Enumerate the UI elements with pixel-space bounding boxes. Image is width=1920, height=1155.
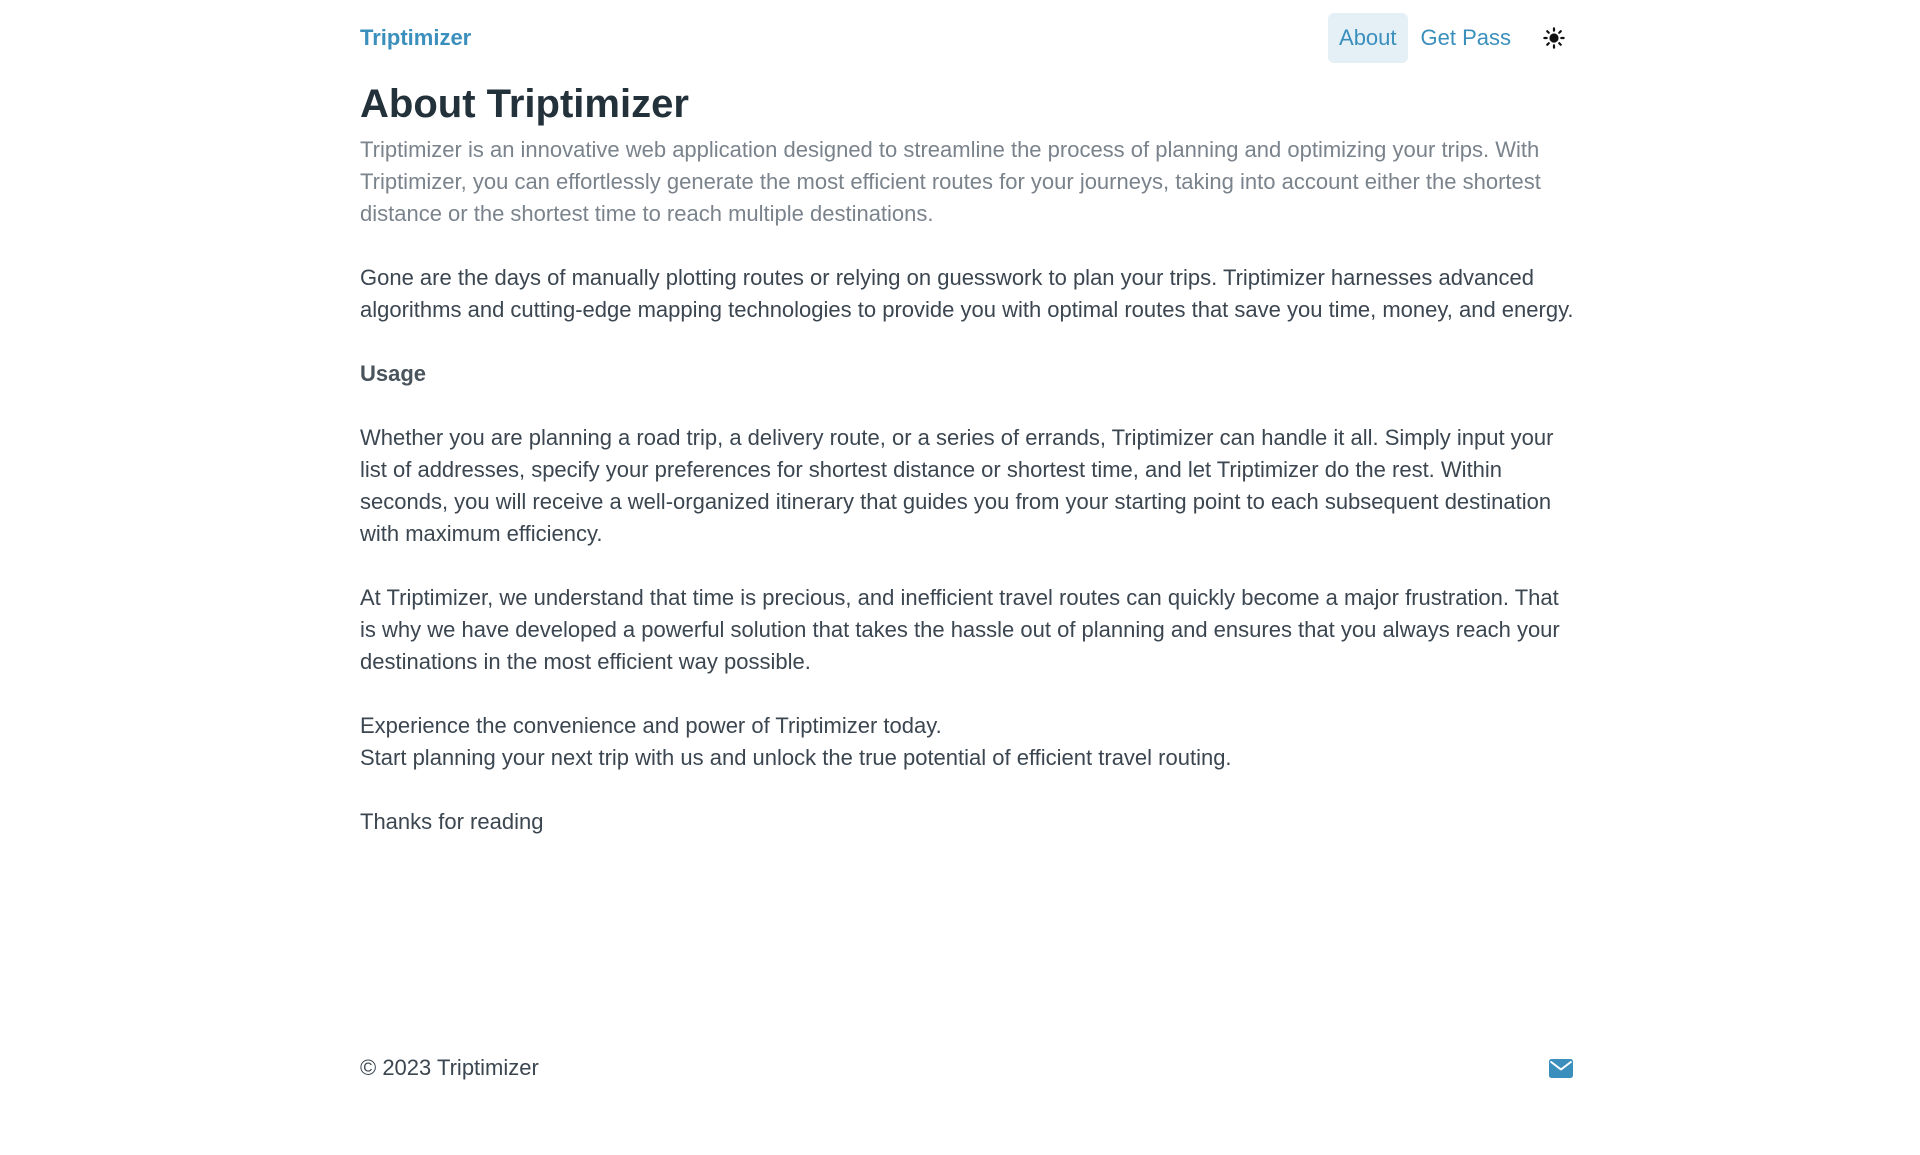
copyright-text: © 2023 Triptimizer [360,1055,539,1080]
brand-link[interactable]: Triptimizer [360,25,472,50]
nav-about-link[interactable]: About [1328,13,1408,63]
nav-get-pass-link[interactable]: Get Pass [1420,25,1511,50]
closing-line-2: Start planning your next trip with us and unlock the true potential of efficient travel routing. [360,745,1232,770]
usage-heading: Usage [360,361,427,386]
theme-toggle-button[interactable] [1532,16,1576,60]
footer [360,1048,1576,1088]
closing-line-1: Experience the convenience and power of Triptimizer today. [360,713,942,738]
email-link[interactable] [1546,1053,1576,1083]
lead-paragraph: Triptimizer is an innovative web application designed to streamline the process of planning and optimizing your trips. With Triptimizer, you can effortlessly generate the most efficient routes for your journeys, taking into account either the shortest distance or the shortest time to reach multiple destinations. [360,137,1541,226]
main-content [360,78,1576,870]
top-nav [360,0,1576,76]
usage-paragraph: Whether you are planning a road trip, a delivery route, or a series of errands, Triptimizer can handle it all. Simply input your list of addresses, specify your preferences for shortest distance or shortest time, and let Triptimizer do the rest. Within seconds, you will receive a well-organized itinerary that guides you from your starting point to each subsequent destination with maximum efficiency. [360,425,1554,546]
intro-paragraph: Gone are the days of manually plotting routes or relying on guesswork to plan your trips. Triptimizer harnesses advanced algorithms and cutting-edge mapping technologies to provide you with optimal routes that save you time, money, and energy. [360,265,1574,322]
page-title: About Triptimizer [360,82,689,126]
mission-paragraph: At Triptimizer, we understand that time is precious, and inefficient travel routes can quickly become a major frustration. That is why we have developed a powerful solution that takes the hassle out of planning and ensures that you always reach your destinations in the most efficient way possible. [360,585,1560,674]
thanks-text: Thanks for reading [360,809,544,834]
nav-links [1328,13,1576,63]
closing-paragraph [360,710,1576,774]
sun-icon [1543,27,1565,49]
envelope-icon [1549,1059,1573,1078]
